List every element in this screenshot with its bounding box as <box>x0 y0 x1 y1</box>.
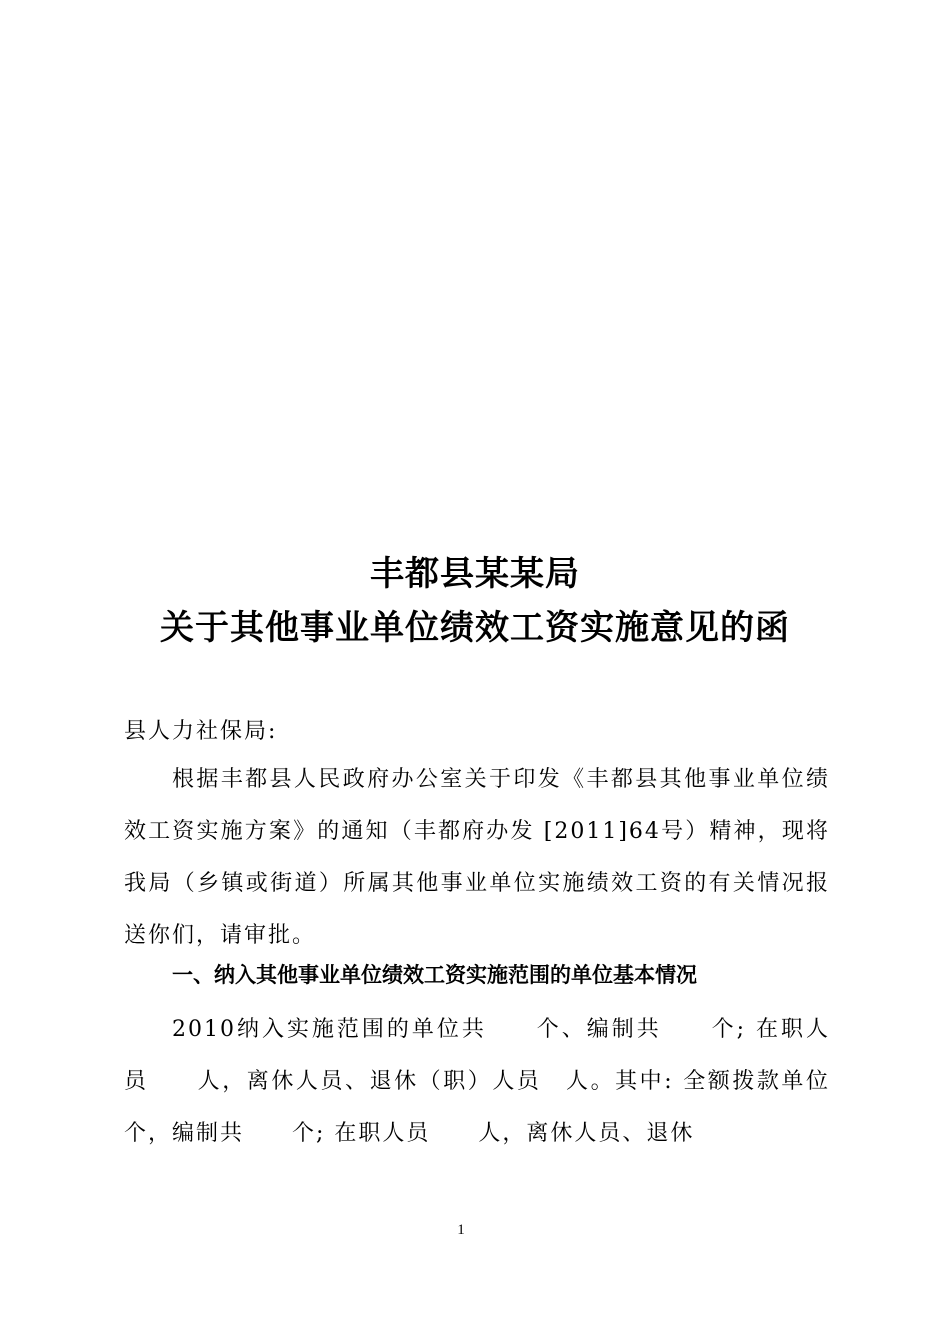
section-1-heading: 一、纳入其他事业单位绩效工资实施范围的单位基本情况 <box>172 963 697 987</box>
page-number: 1 <box>457 1222 465 1238</box>
paragraph-1: 根据丰都县人民政府办公室关于印发《丰都县其他事业单位绩效工资实施方案》的通知（丰都府办发 [2011]64号）精神，现将我局（乡镇或街道）所属其他事业单位实施绩效工资的有关情况报送你们，请审批。 <box>124 767 830 948</box>
document-title-line-2: 关于其他事业单位绩效工资实施意见的函 <box>160 608 790 648</box>
document-title-line-1: 丰都县某某局 <box>370 554 580 594</box>
salutation: 县人力社保局: <box>124 719 278 744</box>
paragraph-2: 2010纳入实施范围的单位共 个、编制共 个; 在职人员 人，离休人员、退休（职）人员 人。其中: 全额拨款单位 个，编制共 个; 在职人员 人，离休人员、退休 <box>124 1017 879 1146</box>
